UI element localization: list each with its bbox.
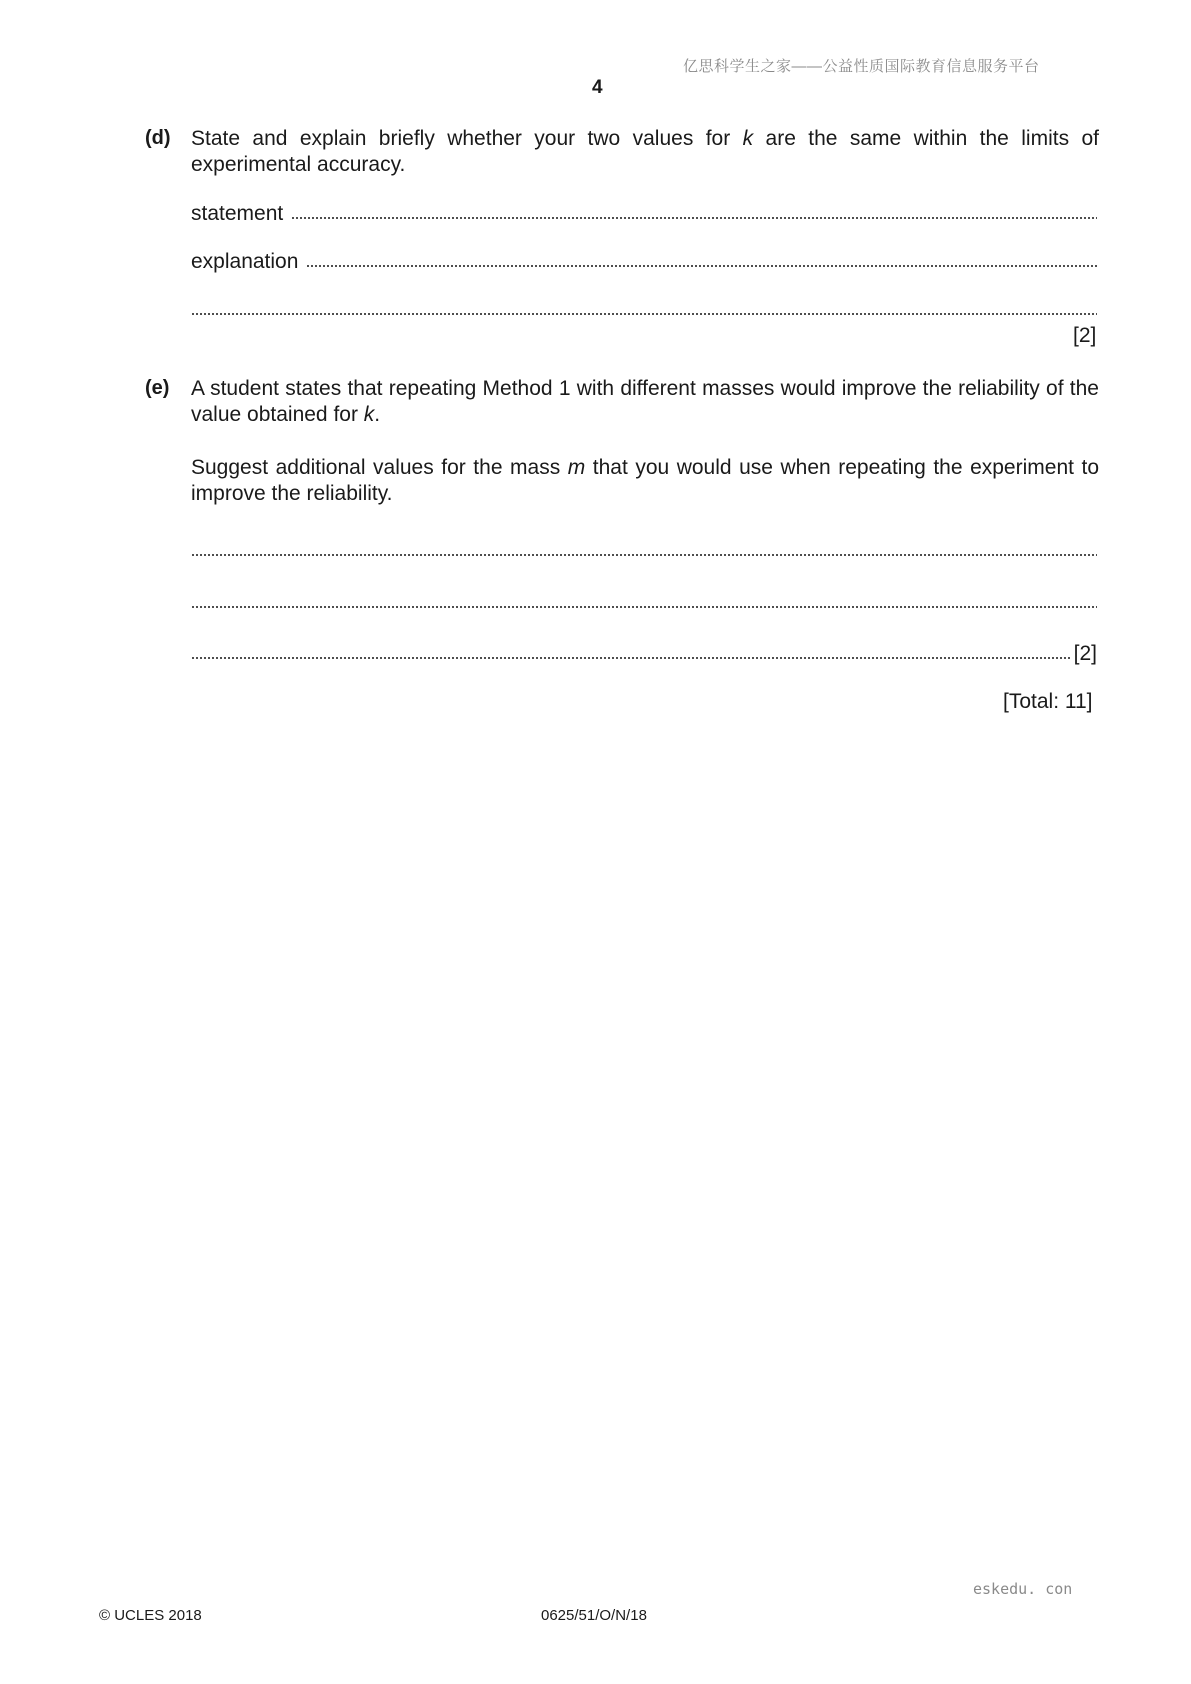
question-d-marks: [2] (1073, 324, 1097, 347)
statement-label: statement (191, 202, 284, 225)
variable-k: k (363, 403, 375, 426)
answer-dots (191, 605, 1097, 609)
total-marks: [Total: 11] (1003, 690, 1093, 713)
statement-answer-line[interactable] (191, 198, 1097, 226)
explanation-label: explanation (191, 250, 299, 273)
answer-dots (191, 312, 1097, 316)
answer-dots (191, 656, 1072, 660)
answer-line-e-2[interactable] (191, 587, 1097, 615)
question-d-text: State and explain briefly whether your two values for k are the same within the limits of experimental accuracy. (191, 127, 1099, 176)
answer-line-e-3[interactable] (191, 638, 1097, 666)
explanation-answer-line[interactable] (191, 246, 1097, 274)
explanation-answer-line-2[interactable] (191, 294, 1097, 322)
variable-m: m (567, 456, 586, 479)
question-e-marks: [2] (1073, 642, 1097, 665)
paper-code: 0625/51/O/N/18 (541, 1607, 647, 1624)
page-number: 4 (592, 77, 603, 98)
answer-dots (191, 553, 1097, 557)
variable-k: k (742, 127, 754, 150)
question-e-paragraph-1: A student states that repeating Method 1 with different masses would improve the reliability of the value obtained for k. (191, 377, 1099, 426)
header-banner: 亿思科学生之家——公益性质国际教育信息服务平台 (683, 58, 1040, 75)
question-e-label: (e) (145, 377, 170, 399)
answer-dots (306, 264, 1097, 268)
answer-dots (291, 216, 1097, 220)
question-e-paragraph-2: Suggest additional values for the mass m that you would use when repeating the experiment to improve the reliability. (191, 456, 1099, 505)
question-d-label: (d) (145, 127, 171, 149)
watermark: eskedu. con (973, 1580, 1073, 1598)
answer-line-e-1[interactable] (191, 535, 1097, 563)
copyright: © UCLES 2018 (99, 1607, 202, 1624)
